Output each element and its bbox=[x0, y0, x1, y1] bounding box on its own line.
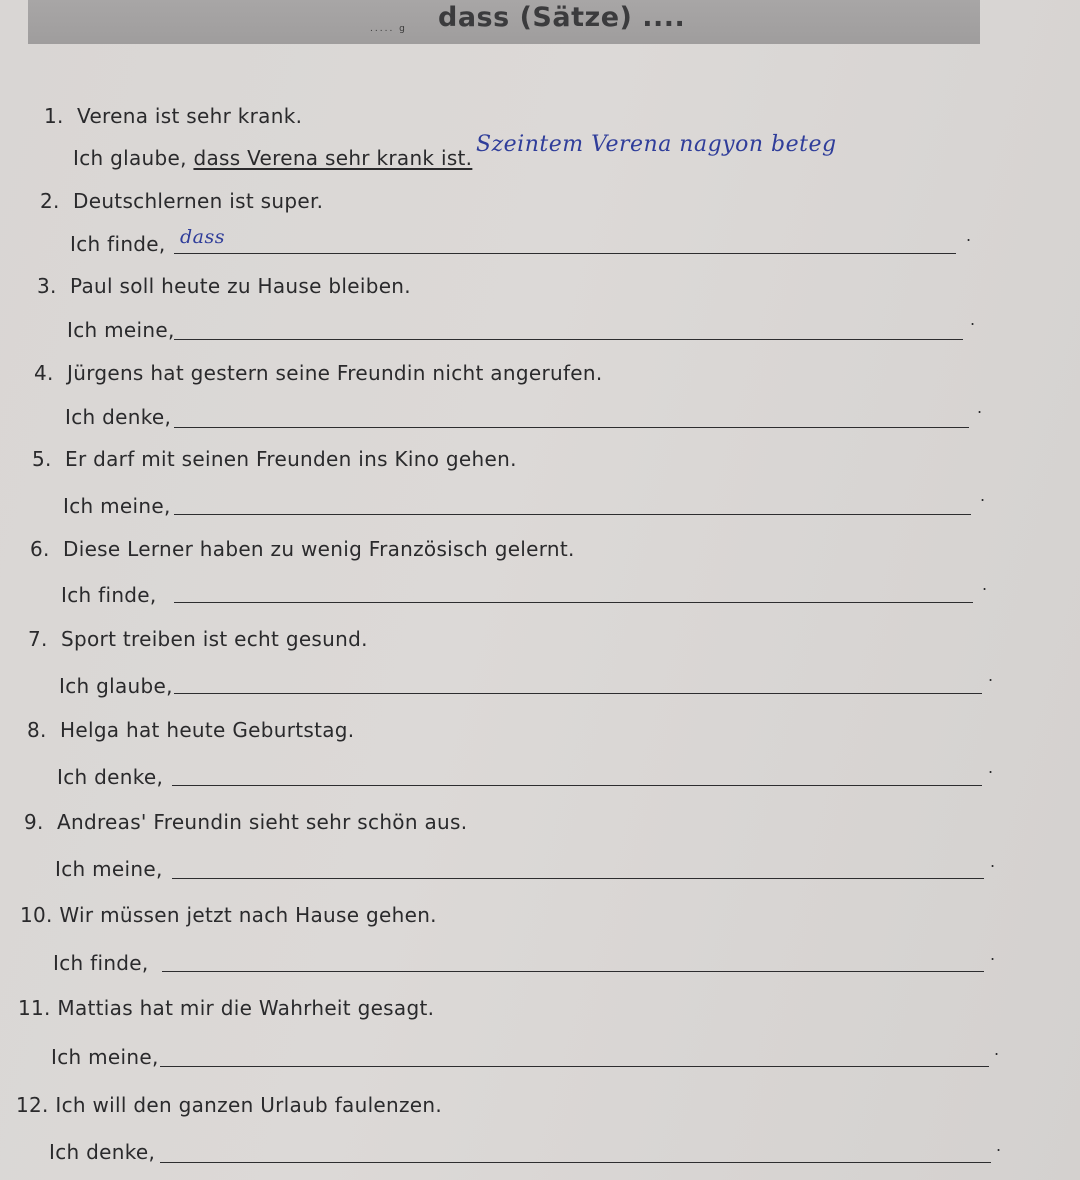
exercise-1-answer: dass Verena sehr krank ist. bbox=[193, 146, 473, 170]
exercise-12-answer-line[interactable] bbox=[160, 1162, 991, 1163]
exercise-7-answer-line[interactable] bbox=[174, 693, 982, 694]
exercise-4-period: . bbox=[977, 398, 983, 417]
exercise-11-period: . bbox=[994, 1040, 1000, 1059]
exercise-9-prompt: Ich meine, bbox=[55, 857, 163, 881]
exercise-5-prompt: Ich meine, bbox=[63, 494, 171, 518]
exercise-3-sentence: 3. Paul soll heute zu Hause bleiben. bbox=[37, 274, 411, 298]
exercise-1-sentence: 1. Verena ist sehr krank. bbox=[44, 104, 303, 128]
exercise-5-answer-line[interactable] bbox=[174, 514, 971, 515]
exercise-2-answer-line[interactable] bbox=[174, 253, 956, 254]
exercise-4-answer-line[interactable] bbox=[174, 427, 969, 428]
exercise-11-sentence: 11. Mattias hat mir die Wahrheit gesagt. bbox=[18, 996, 435, 1020]
exercise-7-sentence: 7. Sport treiben ist echt gesund. bbox=[28, 627, 368, 651]
exercise-2-sentence: 2. Deutschlernen ist super. bbox=[40, 189, 324, 213]
exercise-12-period: . bbox=[996, 1136, 1002, 1155]
exercise-9-period: . bbox=[990, 852, 996, 871]
exercise-12-prompt: Ich denke, bbox=[49, 1140, 156, 1164]
exercise-4-sentence: 4. Jürgens hat gestern seine Freundin nicht angerufen. bbox=[34, 361, 603, 385]
exercise-10-answer-line[interactable] bbox=[162, 971, 984, 972]
exercise-12-sentence: 12. Ich will den ganzen Urlaub faulenzen. bbox=[16, 1093, 443, 1117]
exercise-2-prompt: Ich finde, bbox=[70, 232, 166, 256]
header-small-text: ..... g bbox=[370, 24, 407, 34]
handwritten-note: Szeintem Verena nagyon beteg bbox=[476, 132, 837, 157]
exercise-5-sentence: 5. Er darf mit seinen Freunden ins Kino gehen. bbox=[32, 447, 517, 471]
exercise-3-period: . bbox=[970, 310, 976, 329]
exercise-2-period: . bbox=[966, 226, 972, 245]
exercise-8-prompt: Ich denke, bbox=[57, 765, 164, 789]
exercise-10-prompt: Ich finde, bbox=[53, 951, 149, 975]
exercise-10-period: . bbox=[990, 945, 996, 964]
exercise-6-prompt: Ich finde, bbox=[61, 583, 157, 607]
exercise-8-answer-line[interactable] bbox=[172, 785, 982, 786]
exercise-2-handwritten-answer: dass bbox=[180, 226, 225, 248]
exercise-10-sentence: 10. Wir müssen jetzt nach Hause gehen. bbox=[20, 903, 437, 927]
exercise-8-period: . bbox=[988, 758, 994, 777]
exercise-7-prompt: Ich glaube, bbox=[59, 674, 173, 698]
exercise-3-answer-line[interactable] bbox=[174, 339, 963, 340]
exercise-5-period: . bbox=[980, 486, 986, 505]
exercise-6-answer-line[interactable] bbox=[174, 602, 973, 603]
exercise-1-prompt: Ich glaube, dass Verena sehr krank ist. bbox=[73, 146, 473, 170]
exercise-9-sentence: 9. Andreas' Freundin sieht sehr schön aus. bbox=[24, 810, 468, 834]
page-title: dass (Sätze) .... bbox=[438, 2, 686, 33]
exercise-3-prompt: Ich meine, bbox=[67, 318, 175, 342]
exercise-11-answer-line[interactable] bbox=[160, 1066, 989, 1067]
exercise-6-sentence: 6. Diese Lerner haben zu wenig Französisch gelernt. bbox=[30, 537, 575, 561]
exercise-4-prompt: Ich denke, bbox=[65, 405, 172, 429]
exercise-11-prompt: Ich meine, bbox=[51, 1045, 159, 1069]
exercise-9-answer-line[interactable] bbox=[172, 878, 984, 879]
exercise-8-sentence: 8. Helga hat heute Geburtstag. bbox=[27, 718, 355, 742]
header-bar bbox=[28, 0, 980, 44]
exercise-7-period: . bbox=[988, 666, 994, 685]
exercise-6-period: . bbox=[982, 575, 988, 594]
